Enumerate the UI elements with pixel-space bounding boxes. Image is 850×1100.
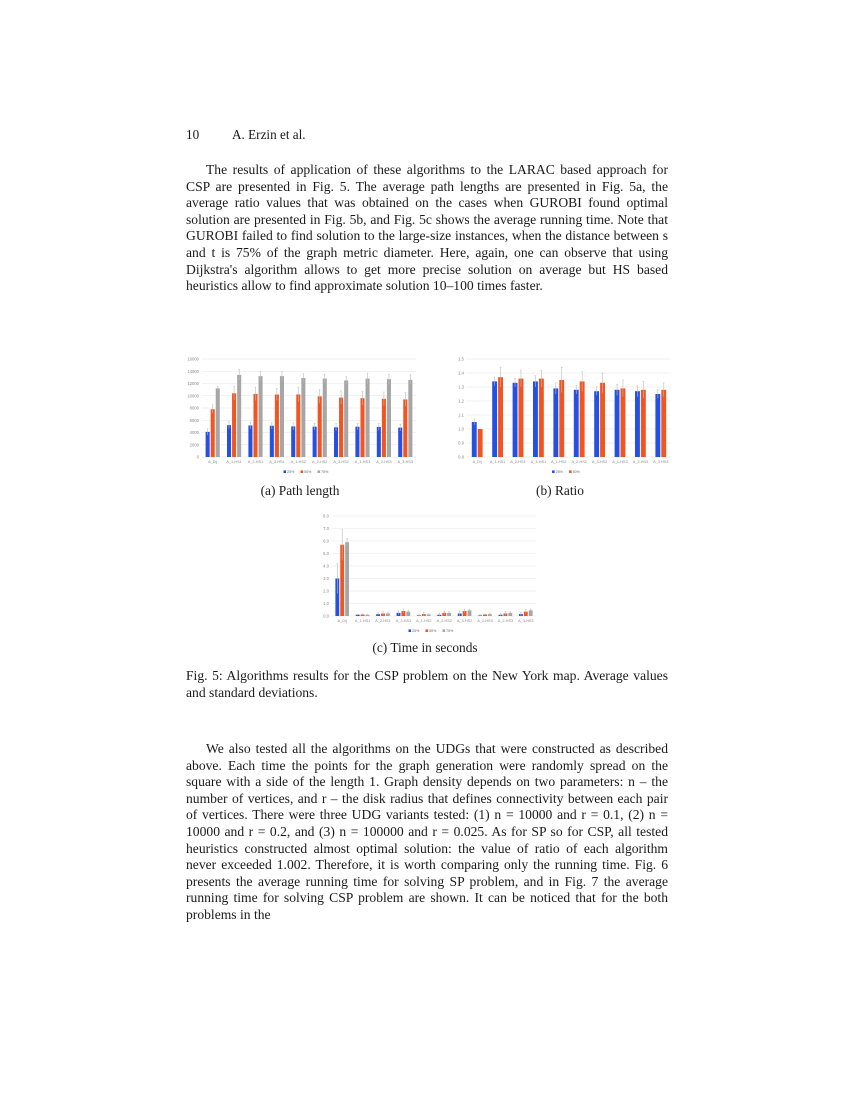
legend-label: 75% [321, 470, 329, 474]
x-tick-label: A_Dij [472, 460, 482, 464]
y-tick-label: 2000 [189, 442, 199, 448]
chart-ratio-svg [445, 353, 675, 479]
x-tick-label: A_1-HS1 [226, 460, 242, 464]
legend-swatch [443, 629, 446, 632]
bar [339, 398, 343, 457]
bar [206, 432, 210, 457]
subcaption-a: (a) Path length [260, 483, 340, 498]
y-tick-label: 1.0 [323, 601, 329, 607]
bar [600, 383, 605, 457]
paragraph-results-text: The results of application of these algorithms to the LARAC based approach for CSP are presented in Fig. 5. The average path lengths are presented in Fig. 5a, the average ratio values that was obtained on the cases when GUROBI found optimal solution are presented in Fig. 5b, and Fig. 5c shows the average running time. Note that GUROBI failed to find solution to the large-size instances, when the distance between s and t is 75% of the graph metric diameter. Here, again, one can observe that using Dijkstra's algorithm allows to get more precise solution on average but HS based heuristics allow to find approximate solution 10–100 times faster. [186, 162, 668, 294]
x-tick-label: A_3-HS1 [530, 460, 547, 464]
y-tick-label: 1.1 [458, 412, 464, 418]
bar [580, 381, 585, 457]
legend-label: 50% [429, 629, 437, 633]
x-tick-label: A_3-HS2 [591, 460, 608, 464]
x-tick-label: A_2-HS2 [436, 619, 452, 623]
bar [211, 409, 215, 457]
legend-swatch [409, 629, 412, 632]
bar [661, 390, 666, 457]
x-tick-label: A_1-HS3 [612, 460, 628, 464]
bar [259, 376, 263, 457]
legend-swatch [569, 470, 572, 473]
subcaption-b: (b) Ratio [536, 483, 584, 498]
chart-path-length-svg [180, 353, 420, 479]
bar [492, 381, 497, 457]
x-tick-label: A_3-HS2 [333, 460, 349, 464]
x-tick-label: A_1-HS2 [551, 460, 567, 464]
x-tick-label: A_1-HS1 [354, 619, 371, 623]
x-tick-label: A_2-HS3 [376, 460, 392, 464]
legend-swatch [552, 470, 555, 473]
x-tick-label: A_2-HS3 [632, 460, 649, 464]
x-tick-label: A_2-HS2 [311, 460, 328, 464]
x-tick-label: A_2-HS1 [375, 619, 391, 623]
x-tick-label: A_2-HS1 [247, 460, 264, 464]
figure-caption: Fig. 5: Algorithms results for the CSP problem on the New York map. Average values and standard deviations. [186, 668, 668, 700]
paragraph-udg [186, 741, 668, 924]
y-tick-label: 6000 [189, 417, 199, 423]
x-tick-label: A_1-HS3 [354, 460, 371, 464]
y-tick-label: 0 [196, 454, 199, 460]
running-authors: A. Erzin et al. [232, 127, 306, 142]
bar [291, 426, 295, 457]
bar [478, 429, 483, 457]
bar [398, 428, 402, 457]
bar [318, 396, 322, 457]
bar [498, 377, 503, 457]
bar [533, 381, 538, 457]
bar [366, 379, 370, 457]
bar [655, 394, 660, 457]
y-tick-label: 0.8 [458, 454, 464, 460]
paragraph-udg-text: We also tested all the algorithms on the UDGs that were constructed as described above. Each time the points for the graph generation were randomly spread on the square with a side of the length 1. Graph density depends on two parameters: n – the number of vertices, and r – the disk radius that defines connectivity between each pair of vertices. There were three UDG variants tested: (1) n = 10000 and r = 0.1, (2) n = 10000 and r = 0.2, and (3) n = 100000 and r = 0.025. As for SP so for CSP, all tested heuristics constructed almost optimal solution: the value of ratio of each algorithm never exceeded 1.002. Therefore, it is worth comparing only the running time. Fig. 6 presents the average running time for solving SP problem, and in Fig. 7 the average running time for solving CSP problem are shown. It can be noticed that for the both problems in the [186, 741, 668, 922]
legend-label: 50% [304, 470, 312, 474]
bar [360, 398, 364, 457]
y-tick-label: 1.2 [458, 398, 464, 404]
bar [301, 378, 305, 457]
chart-ratio [445, 353, 675, 479]
bar [227, 425, 231, 457]
bar [403, 399, 407, 457]
bar [408, 380, 412, 457]
legend-swatch [318, 470, 321, 473]
y-tick-label: 1.0 [458, 426, 464, 432]
y-tick-label: 4000 [189, 430, 199, 436]
paragraph-results [186, 162, 668, 295]
y-tick-label: 0.0 [323, 613, 329, 619]
y-tick-label: 1.3 [458, 384, 464, 390]
x-tick-label: A_3-HS3 [653, 460, 669, 464]
y-tick-label: 6.0 [323, 538, 329, 544]
legend-swatch [426, 629, 429, 632]
bar [248, 425, 252, 457]
bar [270, 426, 274, 457]
y-tick-label: 12000 [187, 381, 199, 387]
chart-time-svg [310, 510, 540, 638]
bar [519, 379, 524, 457]
bar [641, 390, 646, 457]
bar [382, 399, 386, 457]
legend-label: 75% [446, 629, 454, 633]
y-tick-label: 5.0 [323, 551, 329, 557]
bar [621, 388, 626, 457]
bar [253, 394, 257, 457]
x-tick-label: A_2-HS1 [510, 460, 526, 464]
page-number: 10 [186, 127, 200, 142]
x-tick-label: A_3-HS3 [397, 460, 414, 464]
bar [275, 395, 279, 457]
x-tick-label: A_3-HS3 [518, 619, 534, 623]
chart-path-length [180, 353, 420, 479]
bar [539, 379, 544, 457]
y-tick-label: 8.0 [323, 513, 329, 519]
x-tick-label: A_1-HS2 [416, 619, 432, 623]
y-tick-label: 7.0 [323, 526, 329, 532]
bar [377, 427, 381, 457]
x-tick-label: A_3-HS2 [456, 619, 473, 623]
bar [345, 542, 349, 616]
bar [237, 375, 241, 457]
legend-swatch [284, 470, 287, 473]
legend-swatch [301, 470, 304, 473]
bar [232, 393, 236, 457]
y-tick-label: 1.5 [458, 356, 464, 362]
bar [635, 391, 640, 457]
bar [323, 379, 327, 457]
bar [513, 383, 518, 457]
y-tick-label: 14000 [187, 368, 199, 374]
chart-time [310, 510, 540, 638]
x-tick-label: A_2-HS3 [497, 619, 514, 623]
bar [355, 427, 359, 457]
x-tick-label: A_3-HS1 [269, 460, 285, 464]
x-tick-label: A_Dij [208, 460, 218, 464]
y-tick-label: 2.0 [323, 588, 329, 594]
legend-label: 25% [412, 629, 420, 633]
y-tick-label: 8000 [189, 405, 199, 411]
bar [216, 388, 220, 457]
bar [594, 391, 599, 457]
bar [280, 376, 284, 457]
legend-label: 25% [555, 470, 563, 474]
bar [472, 422, 477, 457]
x-tick-label: A_1-HS3 [477, 619, 493, 623]
y-tick-label: 16000 [187, 356, 199, 362]
x-tick-label: A_3-HS1 [395, 619, 412, 623]
bar [387, 379, 391, 457]
legend-label: 50% [572, 470, 580, 474]
running-header [186, 127, 306, 143]
x-tick-label: A_Dij [337, 619, 347, 623]
x-tick-label: A_1-HS2 [290, 460, 307, 464]
bar [313, 427, 317, 457]
bar [296, 395, 300, 457]
y-tick-label: 4.0 [323, 563, 329, 569]
y-tick-label: 1.4 [458, 370, 464, 376]
x-tick-label: A_2-HS2 [571, 460, 587, 464]
subcaption-c: (c) Time in seconds [372, 640, 478, 655]
bar [334, 427, 338, 457]
legend-label: 25% [287, 470, 295, 474]
bar [574, 390, 579, 457]
bar [615, 390, 620, 457]
y-tick-label: 3.0 [323, 576, 329, 582]
y-tick-label: 10000 [187, 393, 199, 399]
x-tick-label: A_1-HS1 [489, 460, 506, 464]
bar [553, 388, 558, 457]
bar [344, 380, 348, 457]
y-tick-label: 0.9 [458, 440, 464, 446]
